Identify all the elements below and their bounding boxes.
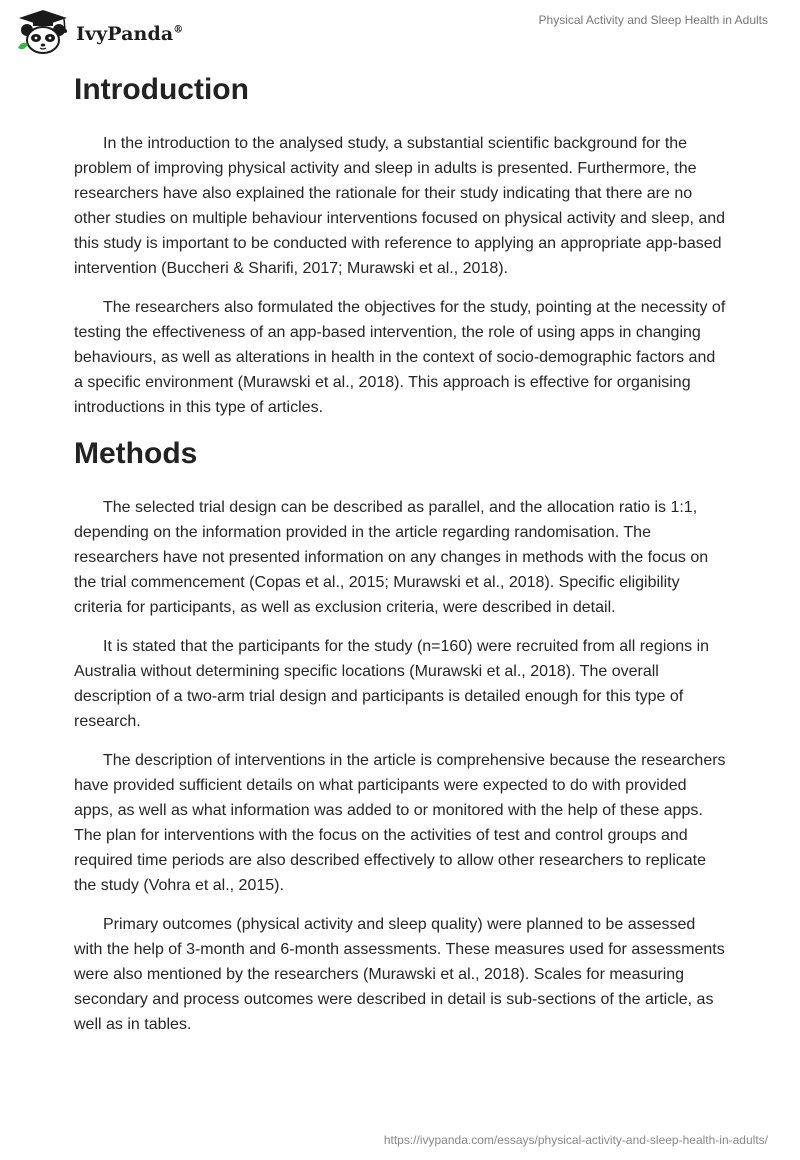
- registered-mark: ®: [173, 24, 184, 36]
- introduction-paragraph: The researchers also formulated the objectives for the study, pointing at the necessity of testing the effectiveness of an app-based intervention, the role of using apps in changing behaviours, as well as alterations in health in the context of socio-demographic factors and a specific environment (Murawski et al., 2018). This approach is effective for organising introductions in this type of articles.: [74, 299, 726, 416]
- page-header: [0, 0, 800, 60]
- introduction-paragraph: In the introduction to the analysed study, a substantial scientific background for the problem of improving physical activity and sleep in adults is presented. Furthermore, the researchers have also explained the rationale for their study indicating that there are no other studies on multiple behaviour interventions focused on physical activity and sleep, and this study is important to be conducted with reference to applying an appropriate app-based intervention (Buccheri & Sharifi, 2017; Murawski et al., 2018).: [74, 135, 726, 277]
- brand-name: IvyPanda®: [76, 23, 184, 45]
- methods-paragraph: The selected trial design can be described as parallel, and the allocation ratio is 1:1, depending on the information provided in the article regarding randomisation. The researchers have not presented information on any changes in methods with the focus on the trial commencement (Copas et al., 2015; Murawski et al., 2018). Specific eligibility criteria for participants, as well as exclusion criteria, were described in detail.: [74, 499, 709, 616]
- panda-mascot-icon: [14, 8, 72, 56]
- methods-paragraph: The description of interventions in the article is comprehensive because the researchers have provided sufficient details on what participants were expected to do with provided apps, as well as what information was added to or monitored with the help of these apps. The plan for interventions with the focus on the activities of test and control groups and required time periods are also described effectively to allow other researchers to replicate the study (Vohra et al., 2015).: [74, 752, 726, 894]
- document-title: Physical Activity and Sleep Health in Adults: [538, 13, 768, 27]
- essay-content: [74, 70, 726, 1051]
- ivypanda-logo-link[interactable]: [14, 8, 183, 56]
- methods-paragraph: Primary outcomes (physical activity and sleep quality) were planned to be assessed with the help of 3-month and 6-month assessments. These measures used for assessments were also mentioned by the researchers (Murawski et al., 2018). Scales for measuring secondary and process outcomes were described in detail is sub-sections of the article, as well as in tables.: [74, 916, 725, 1033]
- heading-introduction: Introduction: [74, 73, 249, 106]
- methods-paragraph: It is stated that the participants for the study (n=160) were recruited from all regions in Australia without determining specific locations (Murawski et al., 2018). The overall description of a two-arm trial design and participants is detailed enough for this type of research.: [74, 638, 710, 730]
- source-url-link[interactable]: https://ivypanda.com/essays/physical-activity-and-sleep-health-in-adults/: [383, 1133, 768, 1147]
- heading-methods: Methods: [74, 437, 198, 470]
